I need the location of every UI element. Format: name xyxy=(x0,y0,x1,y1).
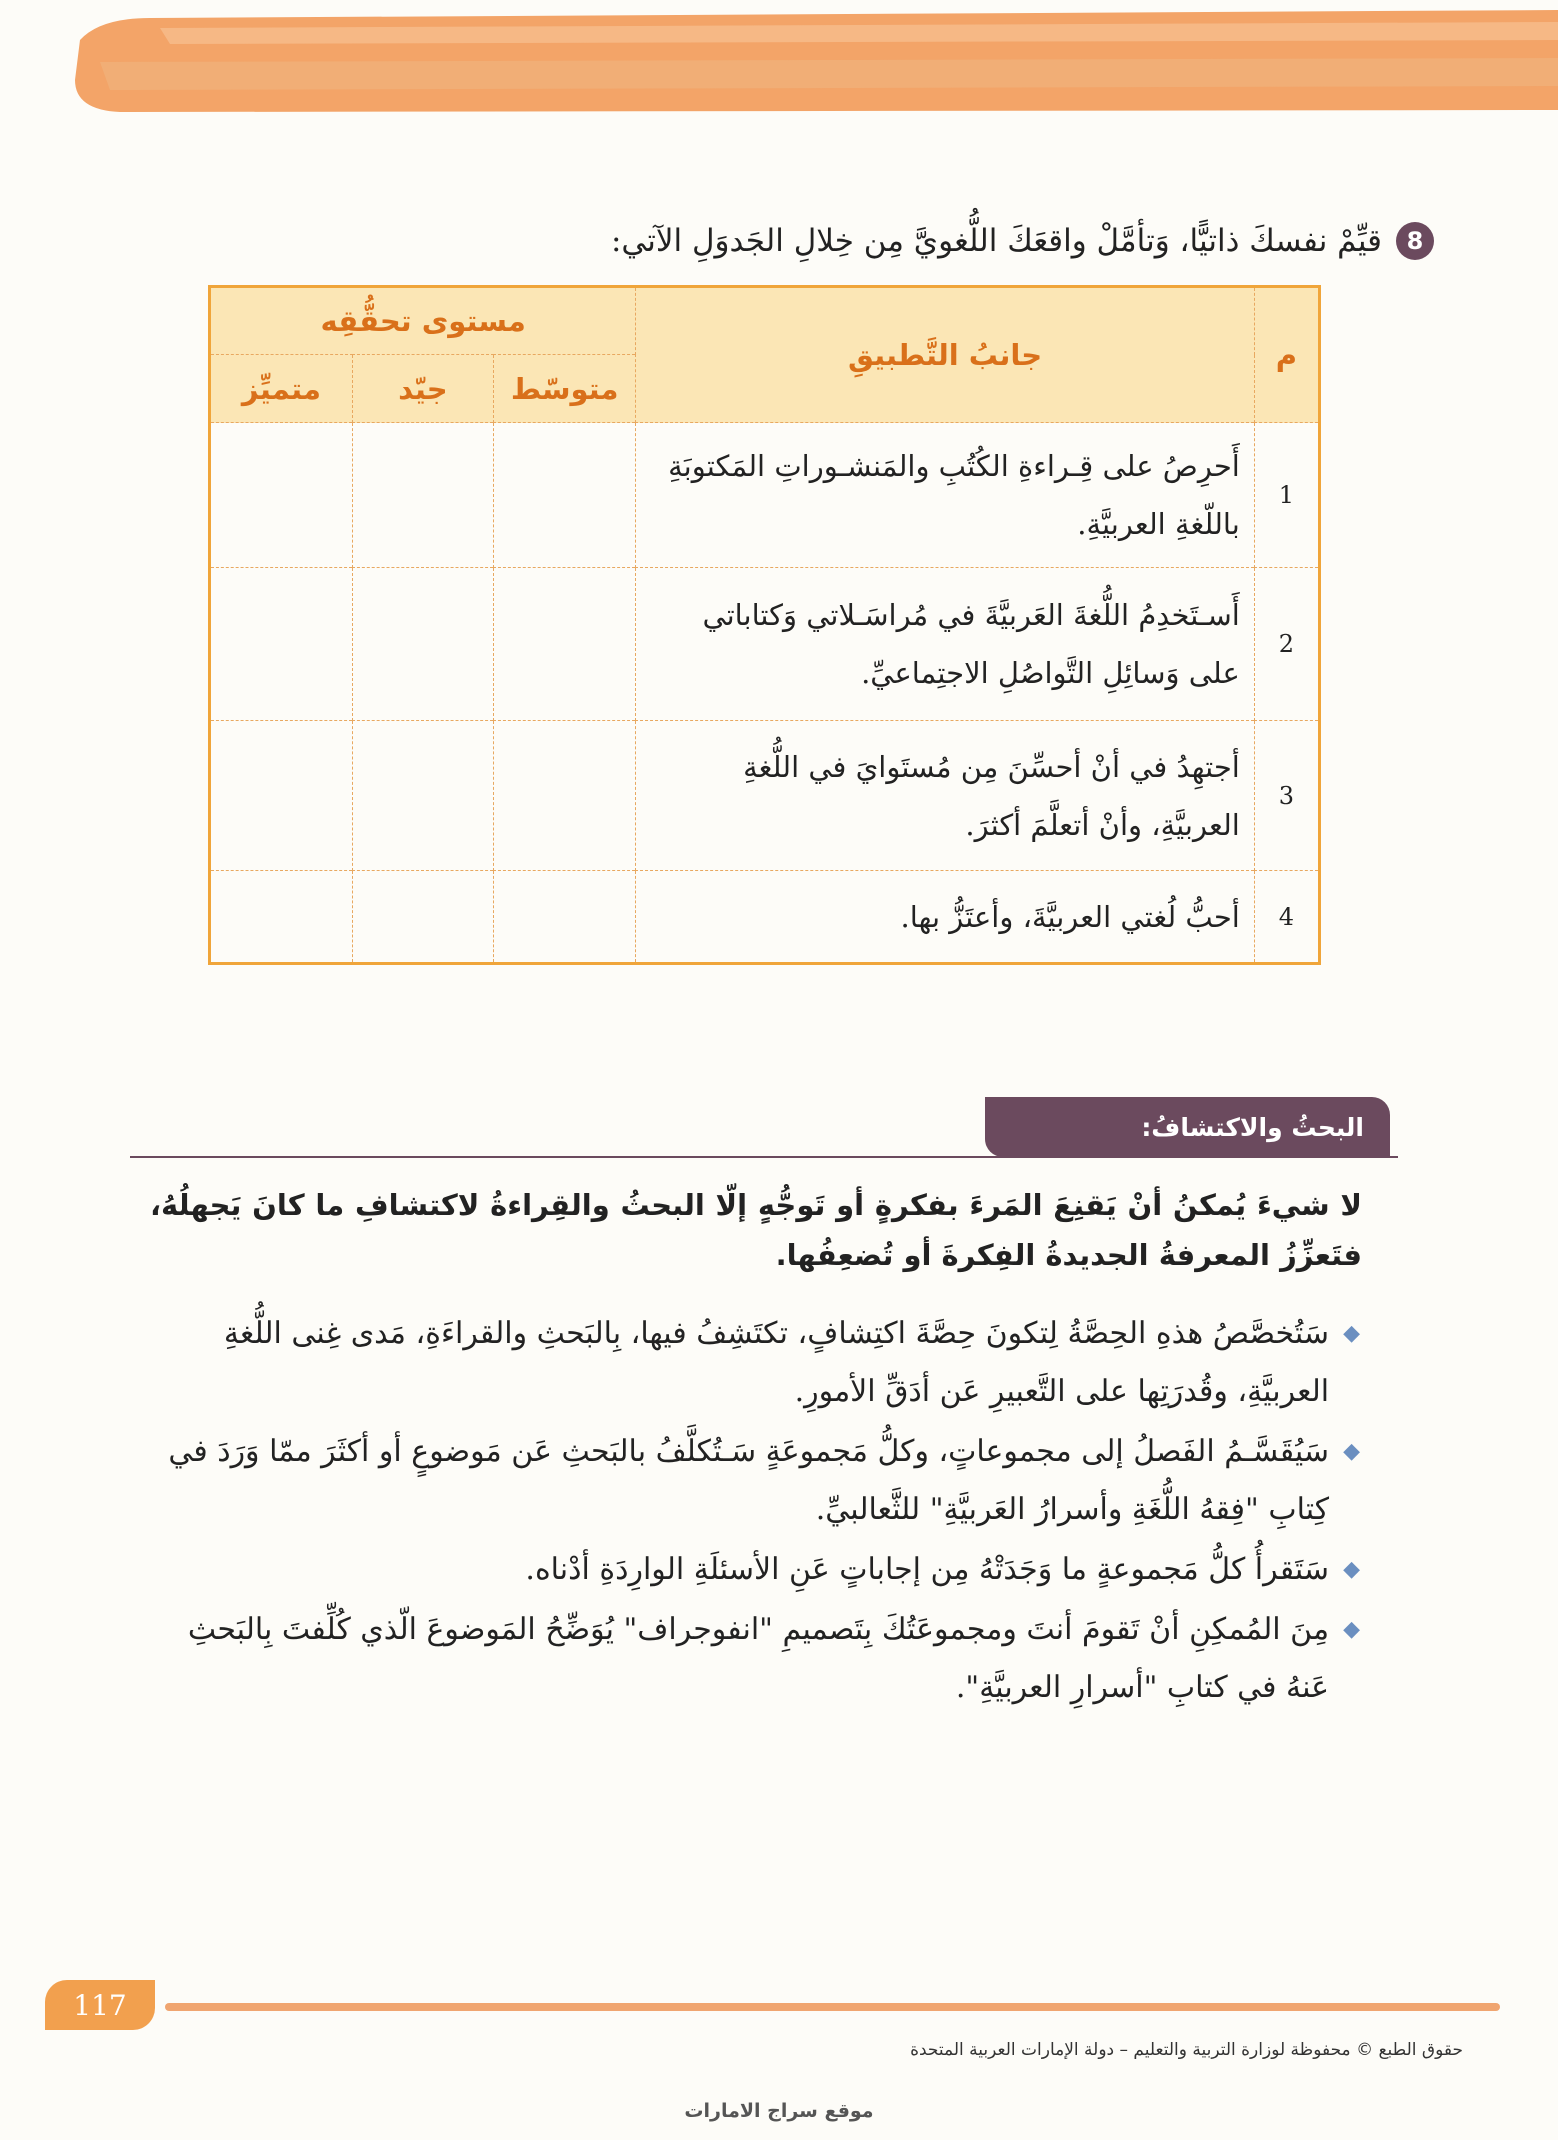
diamond-bullet-icon: ◆ xyxy=(1343,1439,1360,1464)
row-text: أجتهِدُ في أنْ أحسِّنَ مِن مُستَوايَ في اللُّغةِ العربيَّةِ، وأنْ أتعلَّمَ أكثرَ. xyxy=(636,721,1255,871)
rating-cell-excellent[interactable] xyxy=(210,871,353,964)
list-item-text: سَتَقرأُ كلُّ مَجموعةٍ ما وَجَدَتْهُ مِن إجاباتٍ عَنِ الأسئلَةِ الوارِدَةِ أدْناه. xyxy=(525,1552,1330,1587)
list-item xyxy=(150,1305,1360,1421)
bullet-list xyxy=(150,1305,1360,1719)
table-row xyxy=(210,568,1320,721)
rating-cell-good[interactable] xyxy=(352,423,493,568)
diamond-bullet-icon: ◆ xyxy=(1343,1557,1360,1582)
self-evaluation-table xyxy=(208,285,1321,965)
rating-cell-excellent[interactable] xyxy=(210,423,353,568)
row-text: أحبُّ لُغتي العربيَّةَ، وأعتَزُّ بها. xyxy=(636,871,1255,964)
rating-cell-average[interactable] xyxy=(494,423,636,568)
column-header-m: م xyxy=(1254,287,1319,423)
row-number: 2 xyxy=(1254,568,1319,721)
copyright-notice: حقوق الطبع © محفوظة لوزارة التربية والتعليم – دولة الإمارات العربية المتحدة xyxy=(910,2040,1463,2060)
top-decorative-band xyxy=(40,0,1558,125)
rating-cell-average[interactable] xyxy=(494,721,636,871)
table-row xyxy=(210,871,1320,964)
section-intro: لا شيءَ يُمكنُ أنْ يَقنِعَ المَرءَ بفكرةٍ أو تَوجُّهٍ إلّا البحثُ والقِراءةُ لاكتشافِ ما كانَ يَجهلُهُ، فتَعزِّزُ المعرفةُ الجديدةُ الفِكرةَ أو تُضعِفُها. xyxy=(150,1188,1362,1272)
row-text: أَسـتَخدِمُ اللُّغةَ العَربيَّةَ في مُراسَـلاتي وَكتاباتي على وَسائِلِ التَّواصُلِ الاجتِماعيِّ. xyxy=(636,568,1255,721)
section-title: البحثُ والاكتشافُ: xyxy=(1141,1112,1364,1142)
site-watermark-caption: موقع سراج الامارات xyxy=(684,2100,874,2122)
question-number-badge: 8 xyxy=(1396,222,1434,260)
rating-cell-excellent[interactable] xyxy=(210,568,353,721)
list-item-text: سَتُخصَّصُ هذهِ الحِصَّةُ لِتكونَ حِصَّةَ اكتِشافٍ، تكتَشِفُ فيها، بِالبَحثِ والقراءَةِ، مَدى غِنى اللُّغةِ العربيَّةِ، وقُدرَتِها على التَّعبيرِ عَن أدَقِّ الأمورِ. xyxy=(223,1316,1330,1409)
column-header-level-average: متوسّط xyxy=(494,355,636,423)
rating-cell-good[interactable] xyxy=(352,721,493,871)
list-item-text: سَيُقَسَّـمُ الفَصلُ إلى مجموعاتٍ، وكلُّ مَجموعَةٍ سَـتُكلَّفُ بالبَحثِ عَن مَوضوعٍ أو أكثَرَ ممّا وَرَدَ في كِتابِ "فِقهُ اللُّغَةِ وأسرارُ العَربيَّةِ" للثَّعالبيِّ. xyxy=(168,1434,1330,1527)
rating-cell-good[interactable] xyxy=(352,568,493,721)
row-text: أَحرِصُ على قِـراءةِ الكُتُبِ والمَنشـوراتِ المَكتوبَةِ باللّغةِ العربيَّةِ. xyxy=(636,423,1255,568)
section-title-tab xyxy=(985,1097,1390,1157)
table-row xyxy=(210,423,1320,568)
list-item-text: مِنَ المُمكِنِ أنْ تَقومَ أنتَ ومجموعَتُكَ بِتَصميمِ "انفوجراف" يُوَضِّحُ المَوضوعَ الّذي كُلِّفتَ بِالبَحثِ عَنهُ في كتابِ "أسرارِ العربيَّةِ". xyxy=(187,1612,1330,1705)
row-number: 3 xyxy=(1254,721,1319,871)
column-header-level-excellent: متميِّز xyxy=(210,355,353,423)
rating-cell-average[interactable] xyxy=(494,568,636,721)
row-number: 4 xyxy=(1254,871,1319,964)
column-header-level-group: مستوى تحقُّقِه xyxy=(210,287,636,355)
rating-cell-excellent[interactable] xyxy=(210,721,353,871)
column-header-aspect: جانبُ التَّطبيقِ xyxy=(636,287,1255,423)
rating-cell-average[interactable] xyxy=(494,871,636,964)
list-item xyxy=(150,1541,1360,1599)
footer-bar xyxy=(165,2003,1500,2011)
diamond-bullet-icon: ◆ xyxy=(1343,1617,1360,1642)
page-number: 117 xyxy=(45,1980,155,2030)
list-item xyxy=(150,1601,1360,1717)
section-divider xyxy=(130,1156,1398,1158)
list-item xyxy=(150,1423,1360,1539)
question-8 xyxy=(611,222,1434,260)
row-number: 1 xyxy=(1254,423,1319,568)
table-row xyxy=(210,721,1320,871)
question-text: قيِّمْ نفسكَ ذاتيًّا، وَتأمَّلْ واقعَكَ اللُّغويَّ مِن خِلالِ الجَدوَلِ الآتي: xyxy=(610,223,1382,259)
diamond-bullet-icon: ◆ xyxy=(1343,1321,1360,1346)
column-header-level-good: جيّد xyxy=(352,355,493,423)
rating-cell-good[interactable] xyxy=(352,871,493,964)
